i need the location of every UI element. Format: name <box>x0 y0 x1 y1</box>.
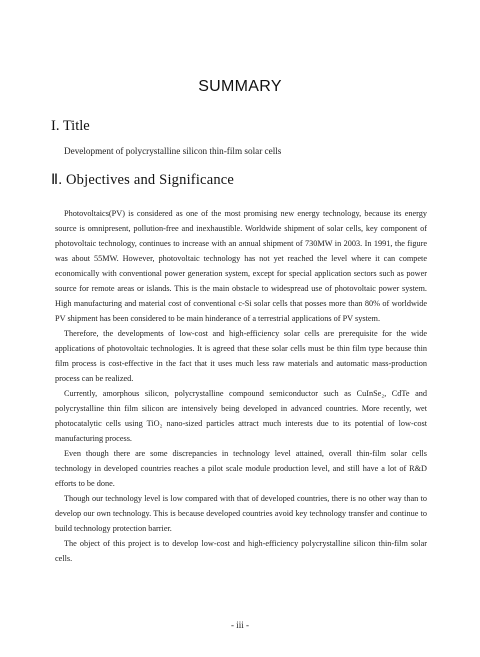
paragraph: Though our technology level is low compared with that of developed countries, there is no other way than to develop our own technology. This is because developed countries avoid key technology transfer and continue to build technology protection barrier. <box>55 494 427 533</box>
section-heading-objectives: Ⅱ. Objectives and Significance <box>51 172 235 188</box>
paragraph: Photovoltaics(PV) is considered as one of the most promising new energy technology, because its energy source is omnipresent, pollution-free and inexhaustible. Worldwide shipment of solar cells, key component of photovoltaic technology, continues to increase with an annual shipment of 730MW in 2003. In 1991, the figure was about 55MW. However, photovoltaic technology has not yet reached the level where it can compete economically with conventional power generation system, except for special application sectors such as power source for remote areas or islands. This is the main obstacle to widespread use of photovoltaic power system. High manufacturing and material cost of conventional c-Si solar cells that posses more than 80% of worldwide PV shipment has been considered to be main hinderance of a terrestrial applications of PV system. <box>55 209 427 323</box>
page-title: SUMMARY <box>198 78 282 95</box>
paragraph: Even though there are some discrepancies in technology level attained, overall thin-film solar cells technology in developed countries reaches a pilot scale module production level, and still have a lot of R&D efforts to be done. <box>55 449 427 488</box>
paragraph: Currently, amorphous silicon, polycrystalline compound semiconductor such as CuInSe₂, CdTe and polycrystalline thin film silicon are intensively being developed in advanced countries. More recently, wet photocatalytic cells using TiO₂ nano-sized particles attract much interests due to its potential of low-cost manufacturing process. <box>55 389 427 443</box>
objectives-body <box>55 206 427 566</box>
project-title-text: Development of polycrystalline silicon thin-film solar cells <box>64 146 282 156</box>
paragraph: The object of this project is to develop low-cost and high-efficiency polycrystalline silicon thin-film solar cells. <box>55 539 427 563</box>
section-heading-title: I. Title <box>51 118 90 134</box>
page-number: - iii - <box>231 620 249 630</box>
paragraph: Therefore, the developments of low-cost and high-efficiency solar cells are prerequisite for the wide applications of photovoltaic technologies. It is agreed that these solar cells must be thin film type because thin film process is cost-effective in the fact that it uses much less raw materials and automatic mass-production process can be realized. <box>55 329 427 383</box>
